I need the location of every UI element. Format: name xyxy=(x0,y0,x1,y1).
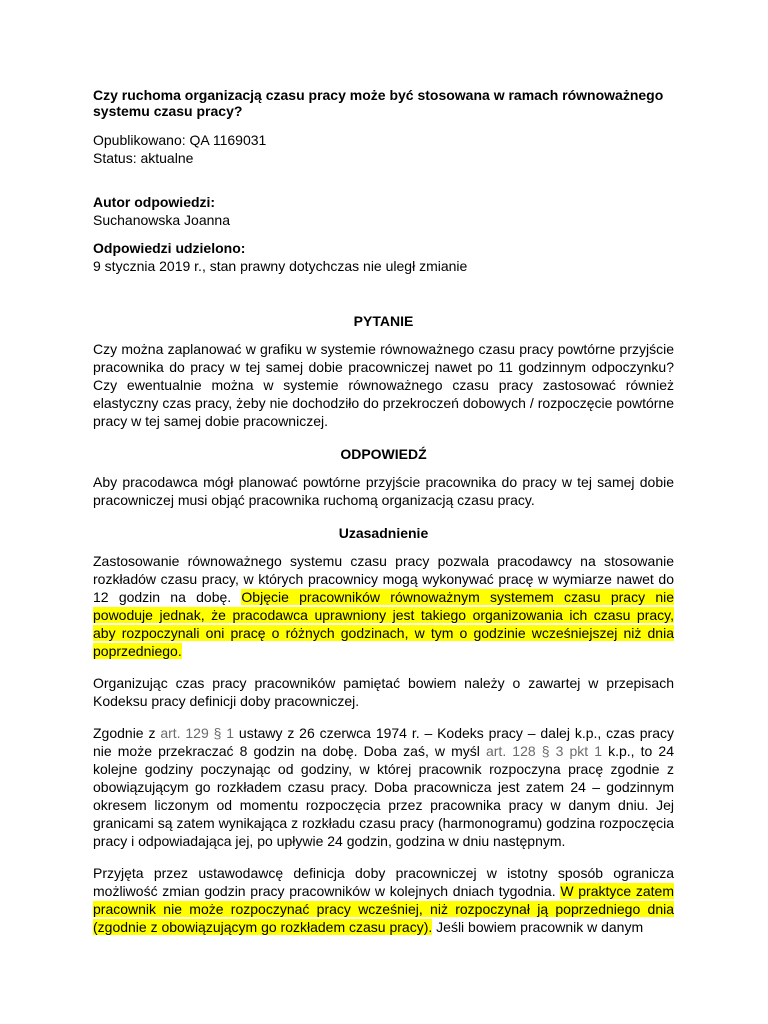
justification-paragraph-1 xyxy=(93,552,674,660)
answer-heading: ODPOWIEDŹ xyxy=(340,446,427,462)
author-section xyxy=(93,193,674,229)
document-title: Czy ruchoma organizacją czasu pracy może być stosowana w ramach równoważnego systemu czasu pracy? xyxy=(93,87,664,119)
published-id: Opublikowano: QA 1169031 xyxy=(93,132,267,148)
publication-info xyxy=(93,131,674,167)
paragraph-text: Przyjęta przez ustawodawcę definicja doby pracowniczej w istotny sposób ogranicza możliwość zmian godzin pracy pracowników w kolejnych dniach tygodnia. xyxy=(93,865,674,899)
justification-heading: Uzasadnienie xyxy=(338,525,429,541)
law-reference-link[interactable]: art. 129 § 1 xyxy=(160,725,235,741)
highlighted-text: Objęcie pracowników równoważnym systemem czasu pracy nie powoduje jednak, że pracodawca uprawniony jest takiego organizowania ich czasu pracy, aby rozpoczynali oni pracę o różnych godzinach, w tym o godzinie wcześniejszej niż dnia poprzedniego. xyxy=(93,589,674,659)
document-body xyxy=(93,87,674,936)
answered-date: 9 stycznia 2019 r., stan prawny dotychczas nie uległ zmianie xyxy=(93,258,468,274)
highlighted-text: W praktyce zatem pracownik nie może rozpoczynać pracy wcześniej, niż rozpoczynał ją poprzedniego dnia (zgodnie z obowiązującym go rozkładem czasu pracy). xyxy=(93,883,674,935)
answered-label: Odpowiedzi udzielono: xyxy=(93,240,246,256)
law-reference-link[interactable]: art. 128 § 3 pkt 1 xyxy=(485,743,603,759)
answer-text: Aby pracodawca mógł planować powtórne przyjście pracownika do pracy w tej samej dobie pracowniczej musi objąć pracownika ruchomą organizacją czasu pracy. xyxy=(93,474,674,508)
justification-paragraph-3 xyxy=(93,724,674,850)
question-heading: PYTANIE xyxy=(353,313,414,329)
justification-paragraph-2: Organizując czas pracy pracowników pamiętać bowiem należy o zawartej w przepisach Kodeksu pracy definicji doby pracowniczej. xyxy=(93,675,674,709)
author-name: Suchanowska Joanna xyxy=(93,212,230,228)
author-label: Autor odpowiedzi: xyxy=(93,194,216,210)
paragraph-text: k.p., to 24 kolejne godziny poczynając od godziny, w której pracownik rozpoczyna pracę zgodnie z obowiązującym go rozkładem czasu pracy. Doba pracownicza jest zatem 24 – godzinnym okresem liczonym od momentu rozpoczęcia przez pracownika pracy w danym dniu. Jej granicami są zatem wynikająca z rozkładu czasu pracy (harmonogramu) godzina rozpoczęcia pracy i odpowiadająca jej, po upływie 24 godzin, godzina w dniu następnym. xyxy=(93,743,674,849)
justification-paragraph-4 xyxy=(93,864,674,936)
paragraph-text: ustawy z 26 czerwca 1974 r. – Kodeks pracy – dalej k.p., czas pracy nie może przekraczać 8 godzin na dobę. Doba zaś, w myśl xyxy=(93,725,675,759)
paragraph-text: Zgodnie z xyxy=(93,725,161,741)
answered-section xyxy=(93,239,674,275)
paragraph-text: Jeśli bowiem pracownik w danym xyxy=(432,919,644,935)
paragraph-text: Zastosowanie równoważnego systemu czasu pracy pozwala pracodawcy na stosowanie rozkładów czasu pracy, w których pracownicy mogą wykonywać pracę w wymiarze nawet do 12 godzin na dobę. xyxy=(93,553,674,605)
question-text: Czy można zaplanować w grafiku w systemie równoważnego czasu pracy powtórne przyjście pracownika do pracy w tej samej dobie pracowniczej nawet po 11 godzinnym odpoczynku? Czy ewentualnie można w systemie równoważnego czasu pracy zastosować również elastyczny czas pracy, żeby nie dochodziło do przekroczeń dobowych / rozpoczęcie powtórne pracy w tej samej dobie pracowniczej. xyxy=(93,341,674,429)
status-text: Status: aktualne xyxy=(93,150,194,166)
